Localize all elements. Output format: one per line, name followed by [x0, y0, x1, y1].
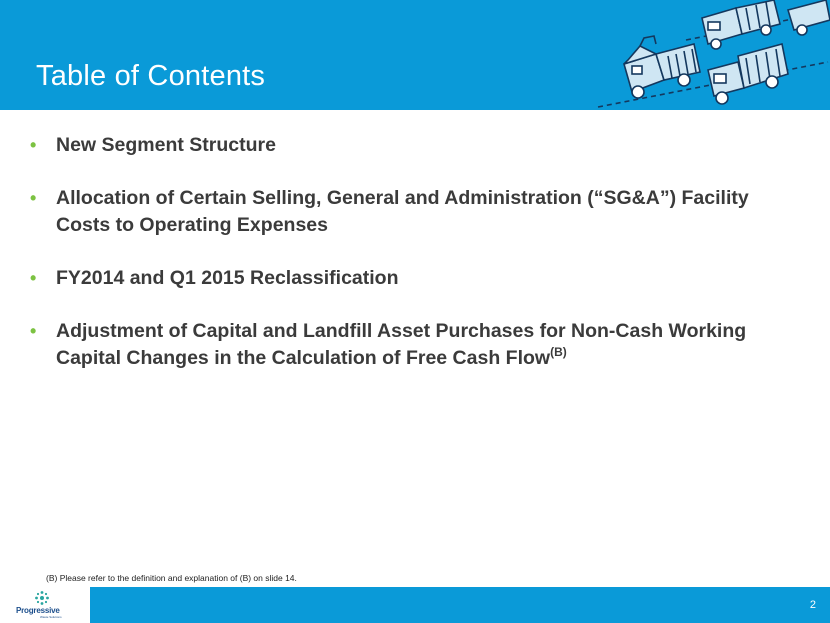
bullet-text: Adjustment of Capital and Landfill Asset Purchases for Non-Cash Working Capital Changes in the Calculation of Free Cash Flow	[56, 320, 747, 369]
logo-tagline: Waste Solutions	[40, 615, 62, 619]
footnote: (B) Please refer to the definition and explanation of (B) on slide 14.	[46, 573, 297, 583]
bullet-item	[26, 265, 786, 292]
bullet-icon: •	[30, 268, 37, 288]
header-banner	[0, 0, 830, 110]
garbage-trucks-icon	[596, 0, 830, 110]
bullet-icon: •	[30, 135, 37, 155]
bullet-list	[26, 132, 786, 398]
page-number: 2	[809, 599, 816, 611]
footnote-marker: (B)	[550, 345, 567, 359]
bullet-icon: •	[30, 321, 37, 341]
logo-wordmark: Progressive	[16, 606, 60, 615]
footer-bar	[0, 587, 830, 623]
bullet-icon: •	[30, 188, 37, 208]
company-logo	[0, 587, 90, 623]
bullet-item	[26, 132, 786, 159]
bullet-item	[26, 318, 786, 372]
bullet-item	[26, 185, 786, 239]
bullet-text: New Segment Structure	[56, 134, 276, 156]
progressive-logo-icon	[30, 590, 54, 606]
bullet-text: FY2014 and Q1 2015 Reclassification	[56, 267, 399, 289]
slide-title: Table of Contents	[36, 60, 266, 92]
bullet-text: Allocation of Certain Selling, General and Administration (“SG&A”) Facility Costs to Operating Expenses	[56, 187, 749, 236]
